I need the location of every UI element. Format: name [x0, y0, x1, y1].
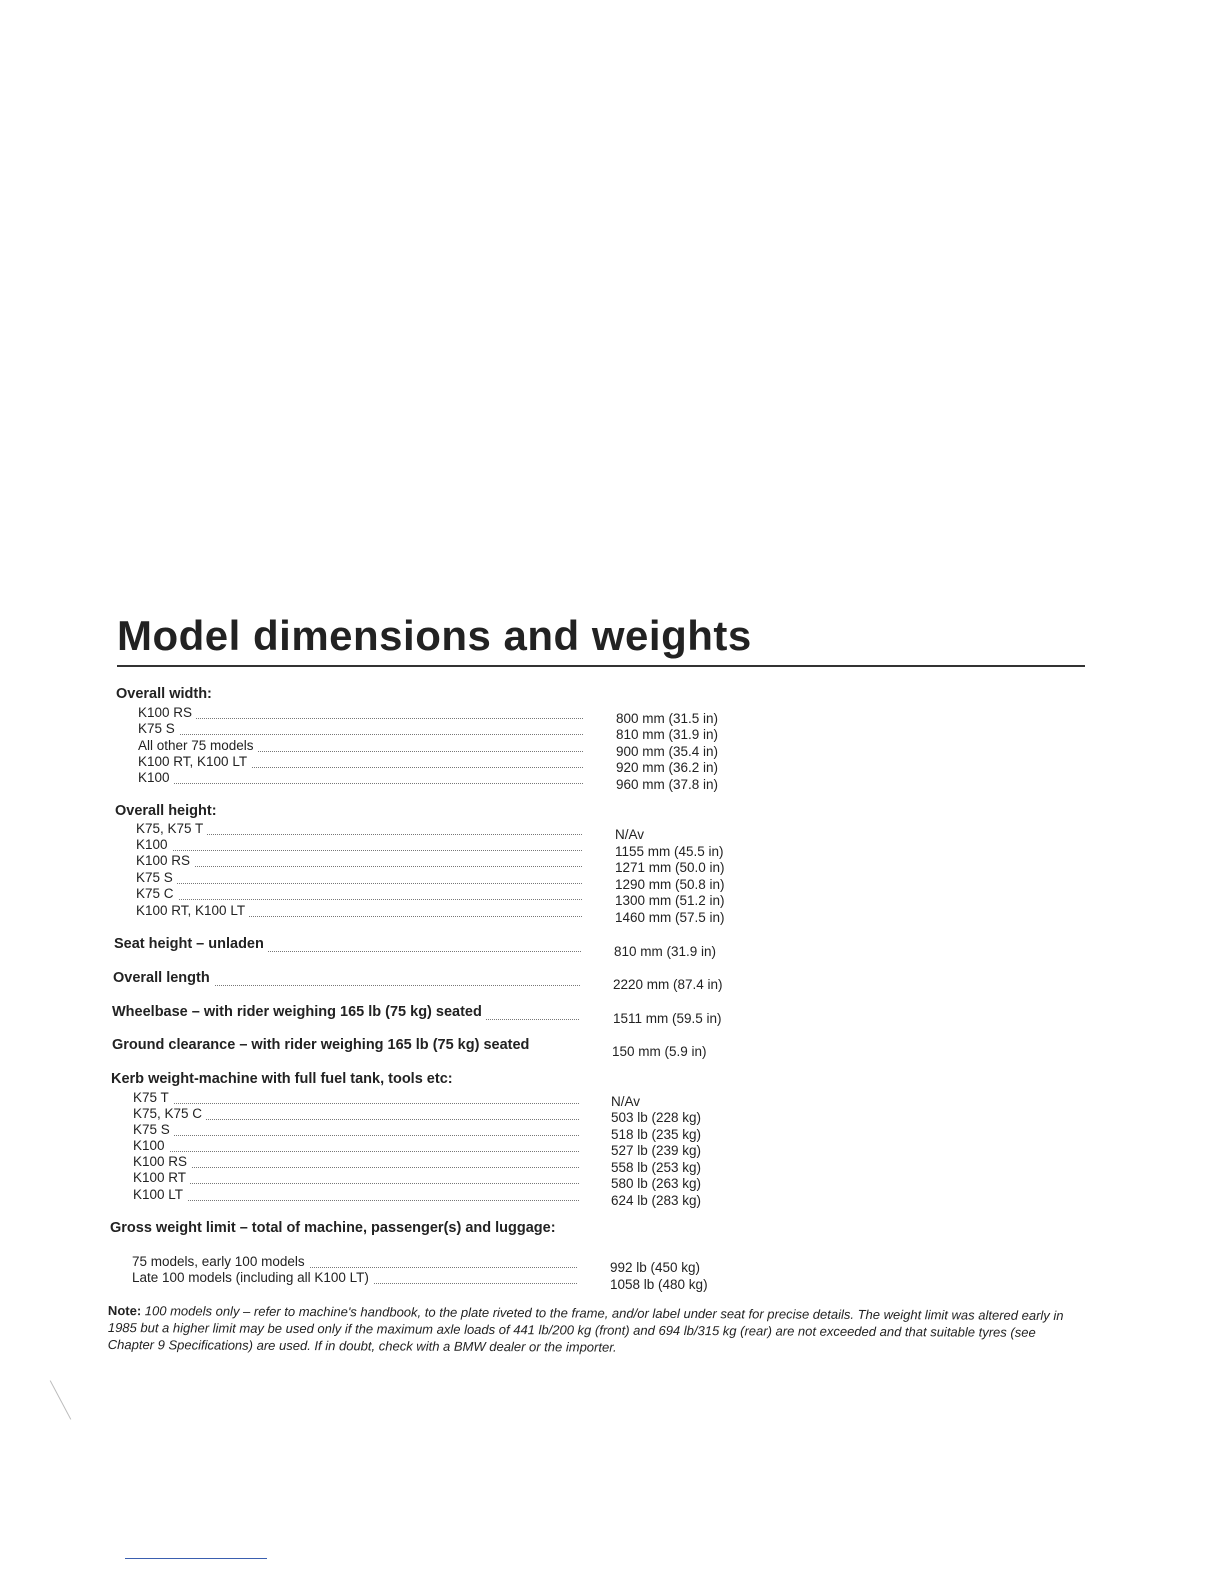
overall-height-heading: Overall height:	[115, 803, 217, 819]
spec-label: K100 RS	[138, 705, 196, 721]
spec-label: K75, K75 T	[136, 821, 207, 837]
spec-label: K100 RS	[133, 1154, 191, 1170]
spec-value: 150 mm (5.9 in)	[612, 1044, 707, 1059]
spec-value: 992 lb (450 kg)	[610, 1260, 701, 1275]
spec-row	[133, 1122, 579, 1138]
spec-row	[133, 1170, 579, 1186]
ground-clearance-row	[112, 1037, 580, 1055]
spec-label: K75 C	[136, 886, 178, 902]
spec-value: 1300 mm (51.2 in)	[615, 893, 725, 908]
spec-label: Ground clearance – with rider weighing 165 lb (75 kg) seated	[112, 1037, 530, 1053]
spec-label: K100	[136, 837, 172, 853]
spec-row	[133, 1090, 579, 1106]
spec-value: 1290 mm (50.8 in)	[615, 877, 725, 892]
spec-label: Late 100 models (including all K100 LT)	[132, 1270, 373, 1286]
spec-row	[133, 1106, 579, 1122]
spec-value: 960 mm (37.8 in)	[616, 777, 719, 792]
note-text: 100 models only – refer to machine's handbook, to the plate riveted to the frame, and/or label under seat for precise details. The weight limit was altered early in 1985 but a higher limit may be used only if the maximum axle loads of 441 lb/200 kg (front) and 694 lb/315 kg (rear) are not exceeded and that suitable tyres (see Chapter 9 Specifications) are used. If in doubt, check with a BMW dealer or the importer.	[107, 1303, 1064, 1355]
page-title: Model dimensions and weights	[117, 612, 752, 659]
spec-row	[138, 705, 583, 721]
spec-value: 900 mm (35.4 in)	[616, 744, 719, 759]
spec-label: All other 75 models	[138, 738, 258, 754]
spec-value: N/Av	[615, 827, 645, 842]
spec-value: 810 mm (31.9 in)	[616, 727, 719, 742]
spec-label: Wheelbase – with rider weighing 165 lb (75 kg) seated	[112, 1004, 486, 1020]
spec-label: K100	[133, 1138, 169, 1154]
spec-label: K75, K75 C	[133, 1106, 206, 1122]
spec-label: K100 RT	[133, 1170, 190, 1186]
kerb-weight-heading: Kerb weight-machine with full fuel tank, tools etc:	[111, 1071, 453, 1087]
title-underline	[117, 665, 1085, 667]
spec-value: 558 lb (253 kg)	[611, 1160, 702, 1175]
scan-artifact	[50, 1380, 72, 1419]
spec-label: K75 S	[136, 870, 177, 886]
spec-row	[136, 837, 582, 853]
spec-value: 503 lb (228 kg)	[611, 1110, 702, 1125]
spec-value: 1155 mm (45.5 in)	[615, 844, 724, 859]
spec-row	[138, 738, 583, 754]
spec-value: 2220 mm (87.4 in)	[613, 977, 723, 992]
gross-weight-heading: Gross weight limit – total of machine, passenger(s) and luggage:	[110, 1220, 556, 1236]
spec-label: K75 T	[133, 1090, 173, 1106]
leader-dots	[138, 783, 583, 784]
spec-label: Seat height – unladen	[114, 936, 268, 952]
spec-row	[132, 1254, 577, 1270]
spec-label: Overall length	[113, 970, 214, 986]
leader-dots	[136, 850, 582, 851]
spec-row	[133, 1154, 579, 1170]
spec-row	[136, 853, 582, 869]
spec-row	[136, 903, 582, 919]
seat-height-row	[114, 936, 581, 954]
spec-value: 1460 mm (57.5 in)	[615, 910, 725, 925]
leader-dots	[136, 899, 582, 900]
spec-row	[133, 1138, 579, 1154]
spec-label: 75 models, early 100 models	[132, 1254, 309, 1270]
overall-width-heading: Overall width:	[116, 686, 212, 702]
spec-row	[138, 754, 583, 770]
spec-value: 800 mm (31.5 in)	[616, 711, 719, 726]
leader-dots	[133, 1200, 579, 1201]
spec-row	[136, 870, 582, 886]
spec-row	[133, 1187, 579, 1203]
spec-value: 527 lb (239 kg)	[611, 1143, 702, 1158]
spec-value: 920 mm (36.2 in)	[616, 760, 719, 775]
spec-row	[136, 821, 582, 837]
leader-dots	[133, 1183, 579, 1184]
spec-row	[138, 770, 583, 786]
leader-dots	[133, 1151, 579, 1152]
leader-dots	[138, 718, 583, 719]
spec-label: K100 RT, K100 LT	[136, 903, 249, 919]
spec-value: 624 lb (283 kg)	[611, 1193, 702, 1208]
spec-value: 1271 mm (50.0 in)	[615, 860, 725, 875]
note-label: Note:	[107, 1303, 142, 1319]
spec-label: K75 S	[138, 721, 179, 737]
spec-label: K100 LT	[133, 1187, 187, 1203]
spec-label: K100 RT, K100 LT	[138, 754, 251, 770]
spec-value: 580 lb (263 kg)	[611, 1176, 702, 1191]
leader-dots	[136, 866, 582, 867]
spec-row	[132, 1270, 577, 1286]
leader-dots	[133, 1135, 579, 1136]
spec-label: K100 RS	[136, 853, 194, 869]
footnote	[108, 1302, 1080, 1358]
spec-value: 810 mm (31.9 in)	[614, 944, 717, 959]
spec-value: 518 lb (235 kg)	[611, 1127, 702, 1142]
spec-row	[136, 886, 582, 902]
spec-value: 1511 mm (59.5 in)	[613, 1011, 722, 1026]
leader-dots	[133, 1103, 579, 1104]
spec-value: 1058 lb (480 kg)	[610, 1277, 708, 1292]
spec-value: N/Av	[611, 1094, 641, 1109]
spec-row	[138, 721, 583, 737]
spec-label: K75 S	[133, 1122, 174, 1138]
spec-label: K100	[138, 770, 174, 786]
wheelbase-row	[112, 1004, 579, 1022]
leader-dots	[138, 734, 583, 735]
overall-length-row	[113, 970, 580, 988]
leader-dots	[133, 1167, 579, 1168]
bottom-rule	[125, 1558, 267, 1559]
leader-dots	[136, 883, 582, 884]
